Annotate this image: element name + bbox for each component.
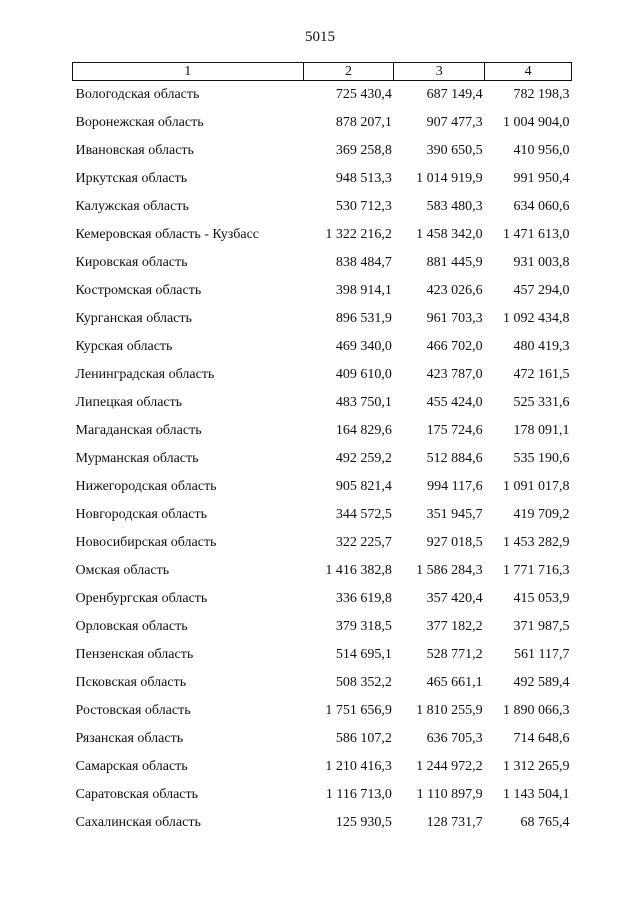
value-cell-col-3: 583 480,3: [426, 199, 483, 214]
value-cell-col-4: 480 419,3: [513, 339, 570, 354]
region-name-cell: Кемеровская область - Кузбасс: [75, 227, 260, 242]
value-cell-col-2: 514 695,1: [335, 647, 392, 662]
value-cell-col-4: 1 312 265,9: [503, 759, 570, 774]
region-name-cell: Орловская область: [75, 619, 188, 634]
value-cell-col-2: 322 225,7: [335, 535, 392, 550]
value-cell-col-3: 881 445,9: [426, 255, 483, 270]
value-cell-col-3: 423 026,6: [426, 283, 483, 298]
region-name-cell: Саратовская область: [75, 787, 199, 802]
value-cell-col-4: 931 003,8: [513, 255, 570, 270]
value-cell-col-3: 961 703,3: [426, 311, 483, 326]
value-cell-col-2: 1 416 382,8: [325, 563, 392, 578]
table-row: [73, 697, 572, 725]
value-cell-col-3: 455 424,0: [426, 395, 483, 410]
value-cell-col-2: 1 116 713,0: [325, 787, 392, 802]
value-cell-col-3: 687 149,4: [426, 87, 483, 102]
value-cell-col-3: 175 724,6: [426, 423, 483, 438]
table-row: [73, 809, 572, 837]
value-cell-col-2: 1 322 216,2: [325, 227, 392, 242]
value-cell-col-2: 379 318,5: [335, 619, 392, 634]
value-cell-col-4: 535 190,6: [513, 451, 570, 466]
table-row: [73, 613, 572, 641]
table-row: [73, 725, 572, 753]
table-row: [73, 165, 572, 193]
table-body: [73, 81, 572, 838]
value-cell-col-4: 371 987,5: [513, 619, 570, 634]
value-cell-col-2: 725 430,4: [335, 87, 392, 102]
value-cell-col-4: 410 956,0: [513, 143, 570, 158]
value-cell-col-3: 465 661,1: [426, 675, 483, 690]
table-row: [73, 221, 572, 249]
value-cell-col-4: 525 331,6: [513, 395, 570, 410]
value-cell-col-3: 1 110 897,9: [416, 787, 483, 802]
value-cell-col-3: 1 586 284,3: [416, 563, 483, 578]
region-name-cell: Новосибирская область: [75, 535, 217, 550]
region-name-cell: Омская область: [75, 563, 170, 578]
region-name-cell: Сахалинская область: [75, 815, 201, 830]
value-cell-col-4: 1 092 434,8: [503, 311, 570, 326]
value-cell-col-2: 948 513,3: [335, 171, 392, 186]
value-cell-col-4: 68 765,4: [520, 815, 570, 830]
value-cell-col-2: 905 821,4: [335, 479, 392, 494]
value-cell-col-4: 178 091,1: [513, 423, 570, 438]
table-row: [73, 753, 572, 781]
value-cell-col-2: 878 207,1: [335, 115, 392, 130]
value-cell-col-3: 528 771,2: [426, 647, 483, 662]
header-row: [73, 63, 572, 81]
region-name-cell: Липецкая область: [75, 395, 183, 410]
page-number: 5015: [305, 29, 335, 45]
value-cell-col-4: 1 004 904,0: [503, 115, 570, 130]
table-row: [73, 669, 572, 697]
table-row: [73, 333, 572, 361]
region-name-cell: Иркутская область: [75, 171, 188, 186]
value-cell-col-2: 409 610,0: [335, 367, 392, 382]
table-row: [73, 585, 572, 613]
value-cell-col-4: 714 648,6: [513, 731, 570, 746]
value-cell-col-3: 377 182,2: [426, 619, 483, 634]
table-row: [73, 417, 572, 445]
data-table: [72, 62, 572, 837]
value-cell-col-2: 483 750,1: [335, 395, 392, 410]
table-row: [73, 529, 572, 557]
table-row: [73, 473, 572, 501]
region-name-cell: Ленинградская область: [75, 367, 215, 382]
region-name-cell: Рязанская область: [75, 731, 184, 746]
region-name-cell: Псковская область: [75, 675, 187, 690]
value-cell-col-4: 1 091 017,8: [503, 479, 570, 494]
value-cell-col-3: 927 018,5: [426, 535, 483, 550]
column-header-3: 3: [394, 63, 485, 81]
value-cell-col-3: 1 810 255,9: [416, 703, 483, 718]
value-cell-col-3: 466 702,0: [426, 339, 483, 354]
region-name-cell: Ростовская область: [75, 703, 191, 718]
column-header-1: 1: [73, 63, 304, 81]
table-row: [73, 781, 572, 809]
value-cell-col-4: 472 161,5: [513, 367, 570, 382]
value-cell-col-2: 164 829,6: [335, 423, 392, 438]
value-cell-col-2: 398 914,1: [335, 283, 392, 298]
value-cell-col-2: 369 258,8: [335, 143, 392, 158]
value-cell-col-4: 492 589,4: [513, 675, 570, 690]
region-name-cell: Курганская область: [75, 311, 192, 326]
table-row: [73, 361, 572, 389]
table-row: [73, 557, 572, 585]
value-cell-col-2: 838 484,7: [335, 255, 392, 270]
region-name-cell: Оренбургская область: [75, 591, 208, 606]
value-cell-col-3: 423 787,0: [426, 367, 483, 382]
value-cell-col-2: 336 619,8: [335, 591, 392, 606]
column-header-4: 4: [485, 63, 572, 81]
value-cell-col-3: 390 650,5: [426, 143, 483, 158]
region-name-cell: Новгородская область: [75, 507, 207, 522]
region-name-cell: Вологодская область: [75, 87, 200, 102]
value-cell-col-3: 636 705,3: [426, 731, 483, 746]
value-cell-col-4: 782 198,3: [513, 87, 570, 102]
value-cell-col-4: 634 060,6: [513, 199, 570, 214]
value-cell-col-3: 357 420,4: [426, 591, 483, 606]
value-cell-col-4: 419 709,2: [513, 507, 570, 522]
value-cell-col-2: 125 930,5: [335, 815, 392, 830]
region-name-cell: Мурманская область: [75, 451, 199, 466]
region-name-cell: Пензенская область: [75, 647, 194, 662]
value-cell-col-2: 1 751 656,9: [325, 703, 392, 718]
table-row: [73, 277, 572, 305]
value-cell-col-3: 994 117,6: [427, 479, 483, 494]
table-row: [73, 193, 572, 221]
value-cell-col-2: 1 210 416,3: [325, 759, 392, 774]
table-row: [73, 445, 572, 473]
table-row: [73, 641, 572, 669]
region-name-cell: Курская область: [75, 339, 173, 354]
value-cell-col-4: 991 950,4: [513, 171, 570, 186]
value-cell-col-2: 492 259,2: [335, 451, 392, 466]
value-cell-col-3: 512 884,6: [426, 451, 483, 466]
table-row: [73, 501, 572, 529]
region-name-cell: Самарская область: [75, 759, 188, 774]
value-cell-col-4: 1 453 282,9: [503, 535, 570, 550]
value-cell-col-2: 469 340,0: [335, 339, 392, 354]
value-cell-col-2: 344 572,5: [335, 507, 392, 522]
table-row: [73, 249, 572, 277]
table-row: [73, 81, 572, 110]
table-row: [73, 305, 572, 333]
column-header-2: 2: [303, 63, 394, 81]
region-name-cell: Калужская область: [75, 199, 189, 214]
value-cell-col-4: 415 053,9: [513, 591, 570, 606]
value-cell-col-3: 1 014 919,9: [416, 171, 483, 186]
value-cell-col-2: 530 712,3: [335, 199, 392, 214]
value-cell-col-2: 896 531,9: [335, 311, 392, 326]
value-cell-col-3: 351 945,7: [426, 507, 483, 522]
region-name-cell: Воронежская область: [75, 115, 204, 130]
value-cell-col-4: 1 890 066,3: [503, 703, 570, 718]
table-row: [73, 109, 572, 137]
table-row: [73, 389, 572, 417]
value-cell-col-4: 1 471 613,0: [503, 227, 570, 242]
value-cell-col-2: 508 352,2: [335, 675, 392, 690]
value-cell-col-4: 1 143 504,1: [503, 787, 570, 802]
value-cell-col-3: 128 731,7: [426, 815, 483, 830]
value-cell-col-2: 586 107,2: [335, 731, 392, 746]
region-name-cell: Костромская область: [75, 283, 202, 298]
value-cell-col-4: 561 117,7: [514, 647, 570, 662]
table-header: [73, 63, 572, 81]
table-row: [73, 137, 572, 165]
value-cell-col-4: 1 771 716,3: [503, 563, 570, 578]
region-name-cell: Ивановская область: [75, 143, 194, 158]
value-cell-col-4: 457 294,0: [513, 283, 570, 298]
region-name-cell: Магаданская область: [75, 423, 202, 438]
region-name-cell: Нижегородская область: [75, 479, 217, 494]
region-name-cell: Кировская область: [75, 255, 188, 270]
value-cell-col-3: 1 244 972,2: [416, 759, 483, 774]
value-cell-col-3: 907 477,3: [426, 115, 483, 130]
value-cell-col-3: 1 458 342,0: [416, 227, 483, 242]
